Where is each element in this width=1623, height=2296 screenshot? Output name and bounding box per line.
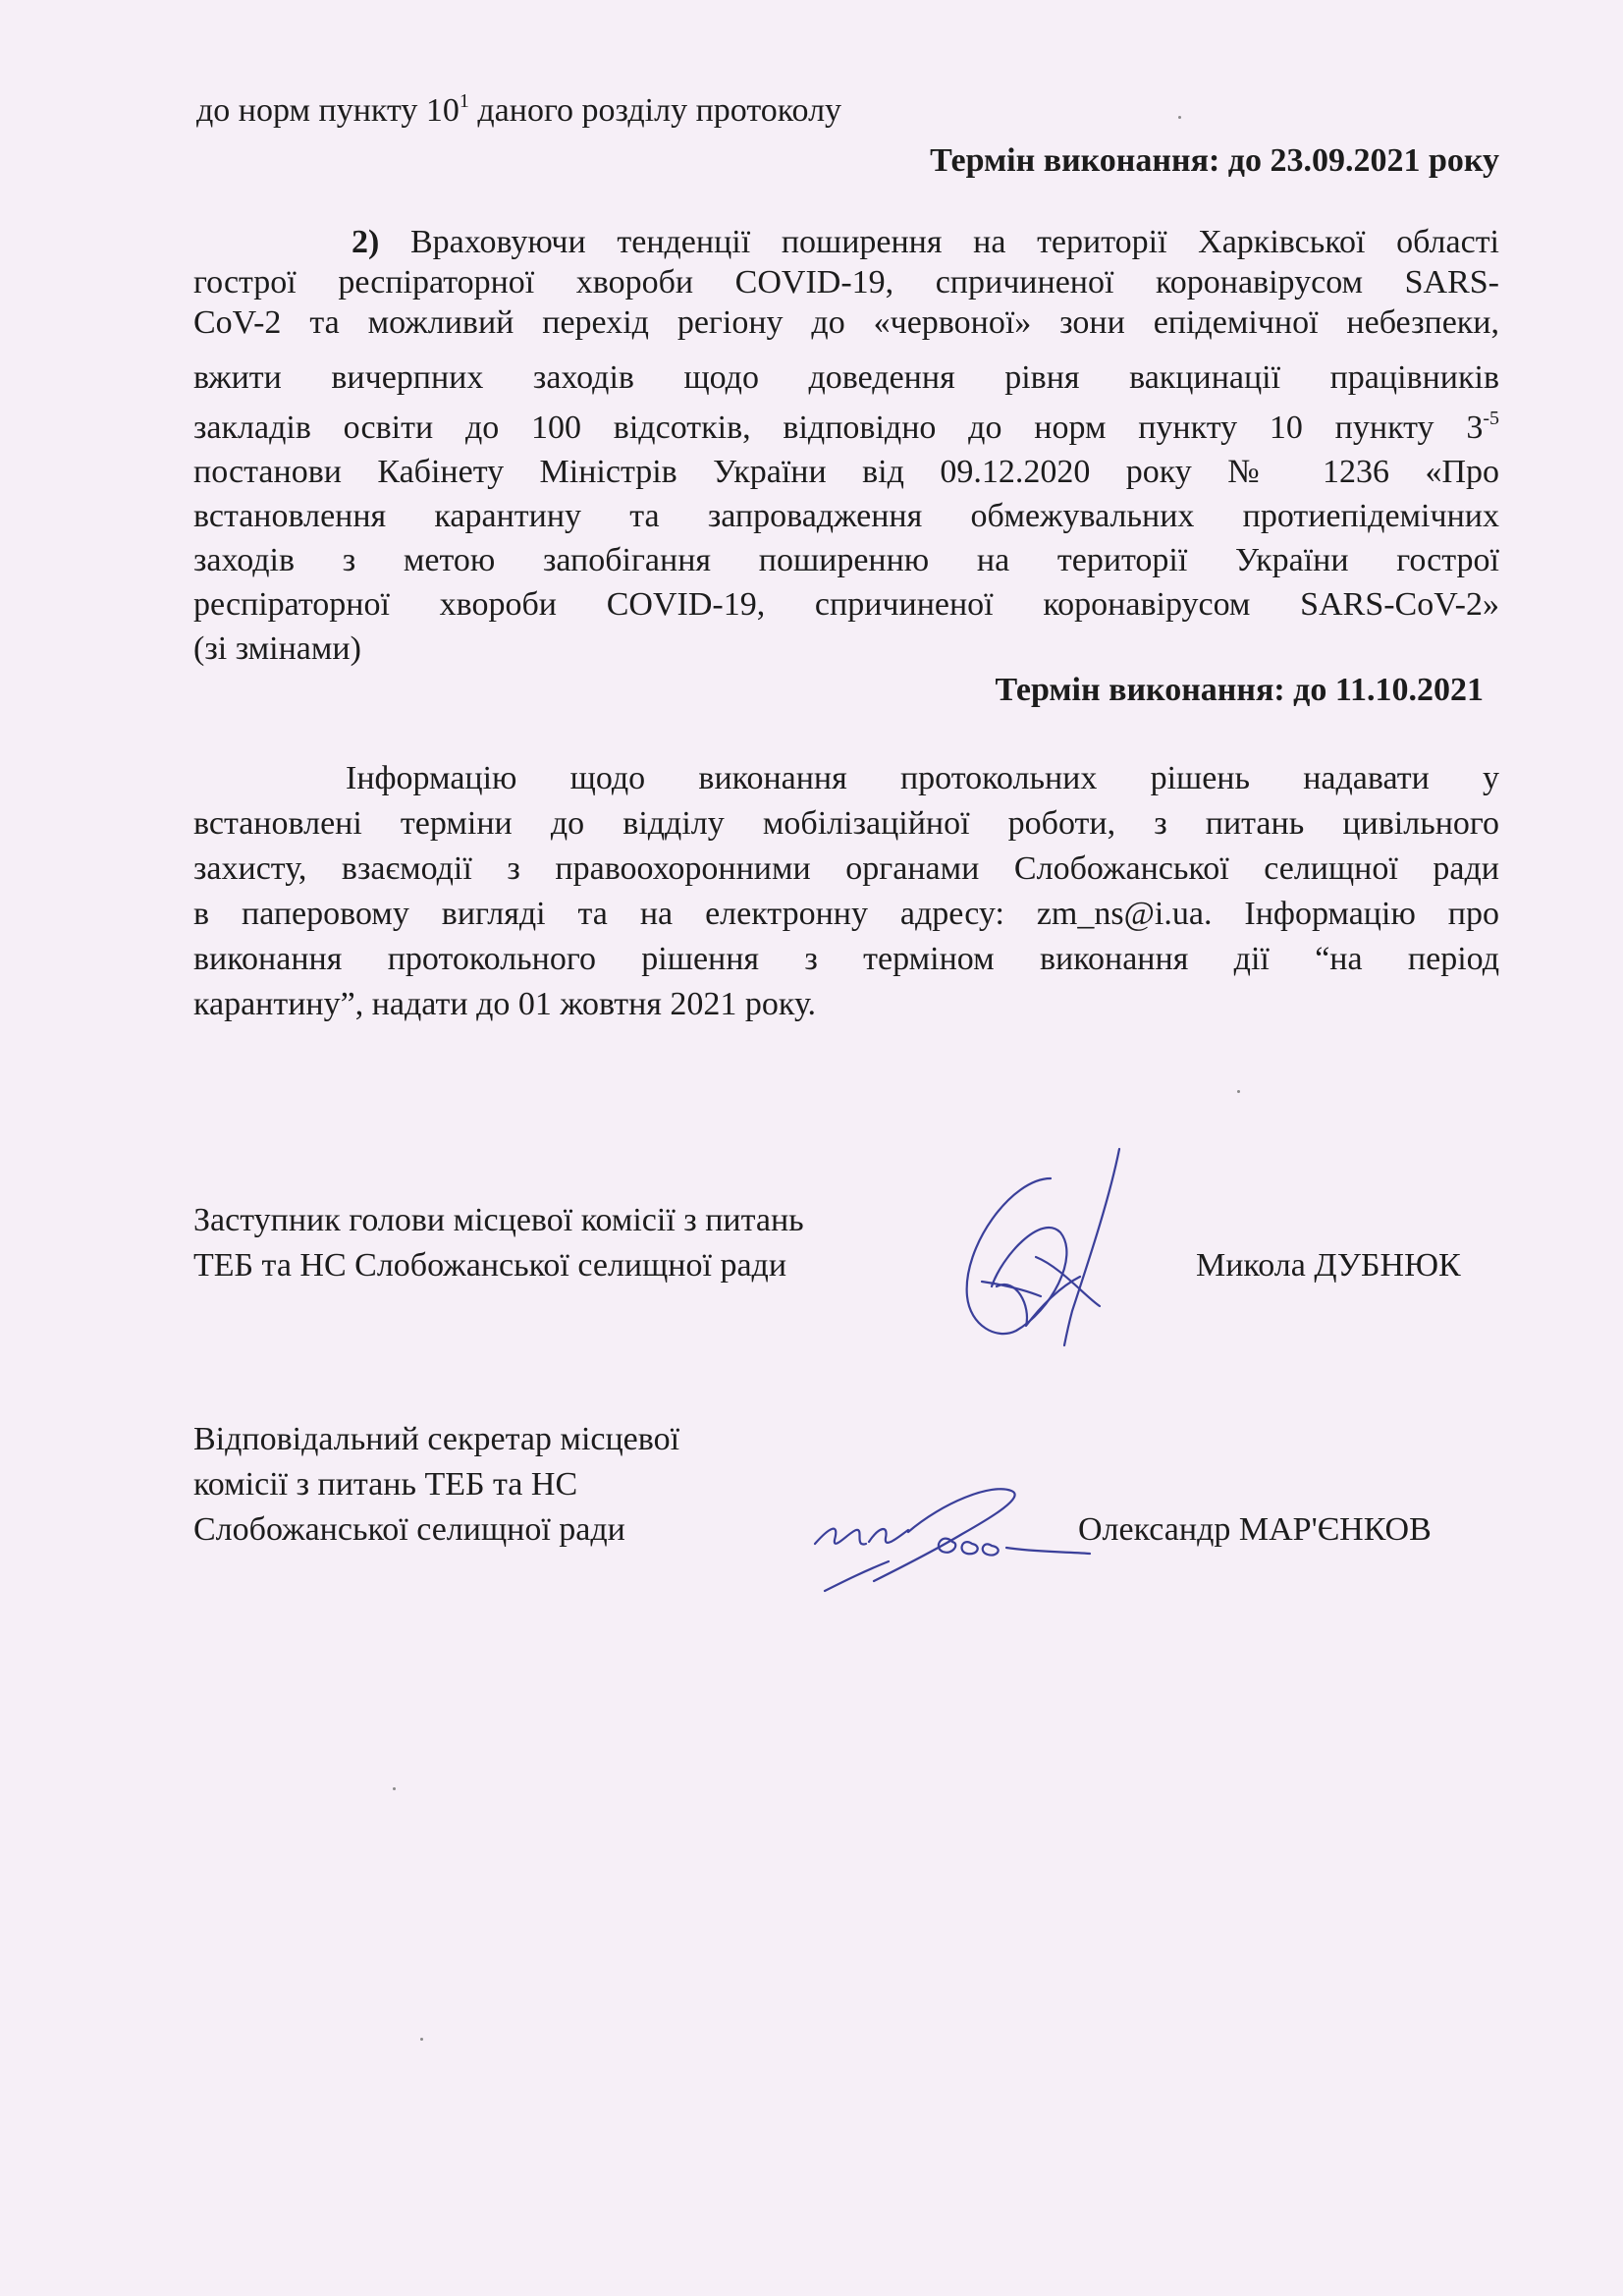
paragraph-2-line-5: [193, 408, 1499, 448]
header-superscript: 1: [459, 89, 469, 112]
info-line-3: захисту, взаємодії з правоохоронними органами Слобожанської селищної ради: [193, 850, 1499, 887]
info-line-5: виконання протокольного рішення з терміном виконання дії “на період: [193, 941, 1499, 977]
signatory-2-name: Олександр МАР'ЄНКОВ: [1078, 1511, 1432, 1548]
header-text-rest: даного розділу протоколу: [468, 92, 842, 129]
info-line-4: в паперовому вигляді та на електронну адресу: zm_ns@i.ua. Інформацію про: [193, 896, 1499, 932]
signatory-2-title-line-1: Відповідальний секретар місцевої: [193, 1421, 680, 1457]
paragraph-2-line-9: респіраторної хвороби COVID-19, спричиненої коронавірусом SARS-CoV-2»: [193, 586, 1499, 623]
signatory-1-name: Микола ДУБНЮК: [1196, 1247, 1461, 1284]
paragraph-2-line-4: вжити вичерпних заходів щодо доведення рівня вакцинації працівників: [193, 359, 1499, 396]
signatory-1-title-line-2: ТЕБ та НС Слобожанської селищної ради: [193, 1247, 787, 1284]
deadline-1: Термін виконання: до 23.09.2021 року: [930, 142, 1499, 179]
header-text: до норм пункту 10: [196, 92, 460, 129]
info-line-1: Інформацію щодо виконання протокольних рішень надавати у: [346, 760, 1499, 796]
paragraph-2-line-1: [352, 222, 1499, 262]
scan-speck: [393, 1787, 396, 1790]
signatory-2-title-line-2: комісії з питань ТЕБ та НС: [193, 1466, 578, 1503]
paragraph-number: 2): [352, 224, 380, 260]
deadline-2: Термін виконання: до 11.10.2021: [995, 672, 1484, 708]
paragraph-2-line-7: встановлення карантину та запровадження обмежувальних протиепідемічних: [193, 498, 1499, 534]
paragraph-2-line-5-text: закладів освіти до 100 відсотків, відповідно до норм пункту 10 пункту 3: [193, 410, 1484, 446]
paragraph-2-line-1-text: Враховуючи тенденції поширення на території Харківської області: [379, 224, 1499, 260]
signature-2: [795, 1473, 1100, 1611]
scan-speck: [1237, 1090, 1240, 1093]
info-line-6: карантину”, надати до 01 жовтня 2021 року.: [193, 986, 817, 1022]
paragraph-2-line-10: (зі змінами): [193, 630, 361, 667]
paragraph-2-line-3: CoV-2 та можливий перехід регіону до «червоної» зони епідемічної небезпеки,: [193, 304, 1499, 341]
scan-speck: [1178, 116, 1181, 119]
signature-1: [943, 1139, 1188, 1355]
info-line-2: встановлені терміни до відділу мобілізаційної роботи, з питань цивільного: [193, 805, 1499, 842]
signatory-2-title-line-3: Слобожанської селищної ради: [193, 1511, 625, 1548]
signatory-1-title-line-1: Заступник голови місцевої комісії з питань: [193, 1202, 804, 1238]
paragraph-2-line-6: постанови Кабінету Міністрів України від 09.12.2020 року № 1236 «Про: [193, 454, 1499, 490]
header-line: [196, 90, 841, 131]
scan-speck: [420, 2038, 423, 2041]
paragraph-2-line-8: заходів з метою запобігання поширенню на території України гострої: [193, 542, 1499, 578]
paragraph-2-line-2: гострої респіраторної хвороби COVID-19, спричиненої коронавірусом SARS-: [193, 264, 1499, 301]
paragraph-2-superscript: -5: [1483, 407, 1499, 429]
